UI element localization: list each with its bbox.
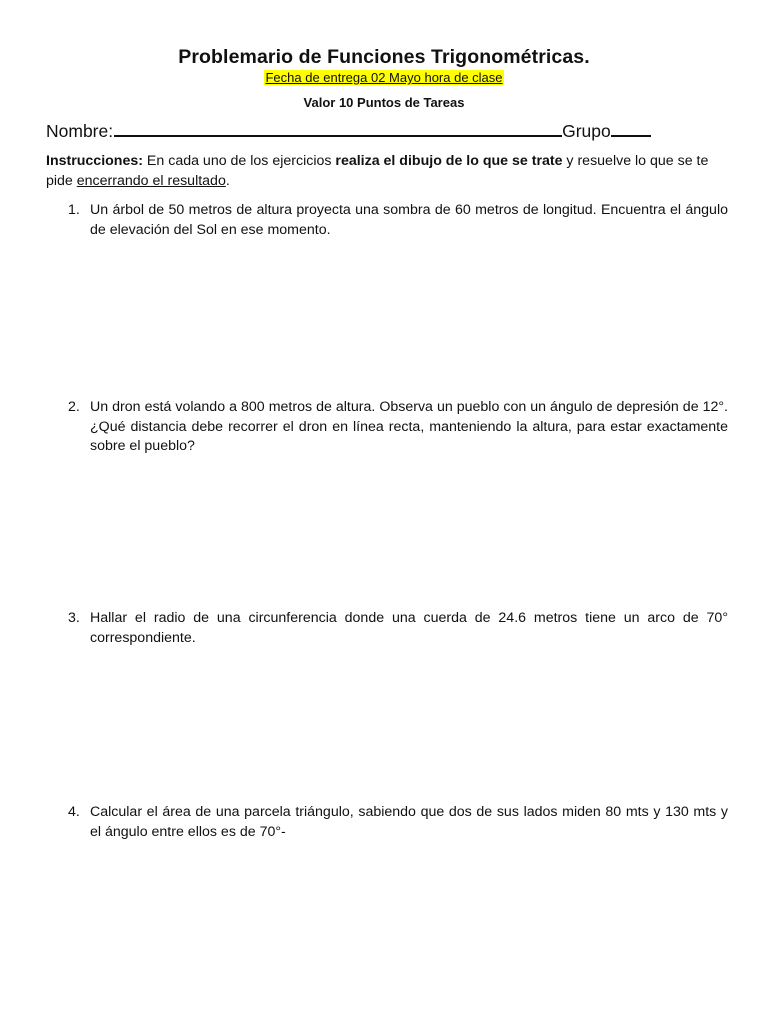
problem-number: 3. <box>68 610 80 626</box>
instructions-text-1: En cada uno de los ejercicios <box>142 153 336 169</box>
problem-item <box>68 201 728 240</box>
name-group-line <box>46 120 651 142</box>
instructions-underlined-text: encerrando el resultado <box>76 172 226 189</box>
instructions-label: Instrucciones: <box>46 153 143 169</box>
due-date-line <box>0 70 768 85</box>
problem-number: 1. <box>68 202 80 218</box>
page-title: Problemario de Funciones Trigonométricas. <box>178 46 590 68</box>
name-blank <box>114 120 562 137</box>
instructions-bold-text: realiza el dibujo de lo que se trate <box>335 153 563 169</box>
group-label: Grupo <box>562 121 611 141</box>
problem-number: 2. <box>68 399 80 415</box>
instructions-text-2: y resuelve lo que se te pide <box>46 153 709 189</box>
group-blank <box>611 120 651 137</box>
problem-text: Un árbol de 50 metros de altura proyecta una sombra de 60 metros de longitud. Encuentra el ángulo de elevación del Sol en ese momento. <box>90 202 728 238</box>
problem-item <box>68 803 728 842</box>
problem-item <box>68 398 728 457</box>
problem-number: 4. <box>68 804 80 820</box>
problem-text: Calcular el área de una parcela triángulo, sabiendo que dos de sus lados miden 80 mts y 130 mts y el ángulo entre ellos es de 70°- <box>90 804 728 840</box>
value-line: Valor 10 Puntos de Tareas <box>303 95 465 110</box>
problem-item <box>68 609 728 648</box>
problem-text: Un dron está volando a 800 metros de altura. Observa un pueblo con un ángulo de depresión de 12°. ¿Qué distancia debe recorrer el dron en línea recta, manteniendo la altura, para estar exactamente sobre el pueblo? <box>90 399 728 454</box>
instructions <box>46 152 736 191</box>
instructions-end: . <box>225 172 230 189</box>
problem-text: Hallar el radio de una circunferencia donde una cuerda de 24.6 metros tiene un arco de 70° correspondiente. <box>90 610 728 646</box>
name-label: Nombre: <box>46 121 114 141</box>
due-date-highlight: Fecha de entrega 02 Mayo hora de clase <box>265 70 503 85</box>
